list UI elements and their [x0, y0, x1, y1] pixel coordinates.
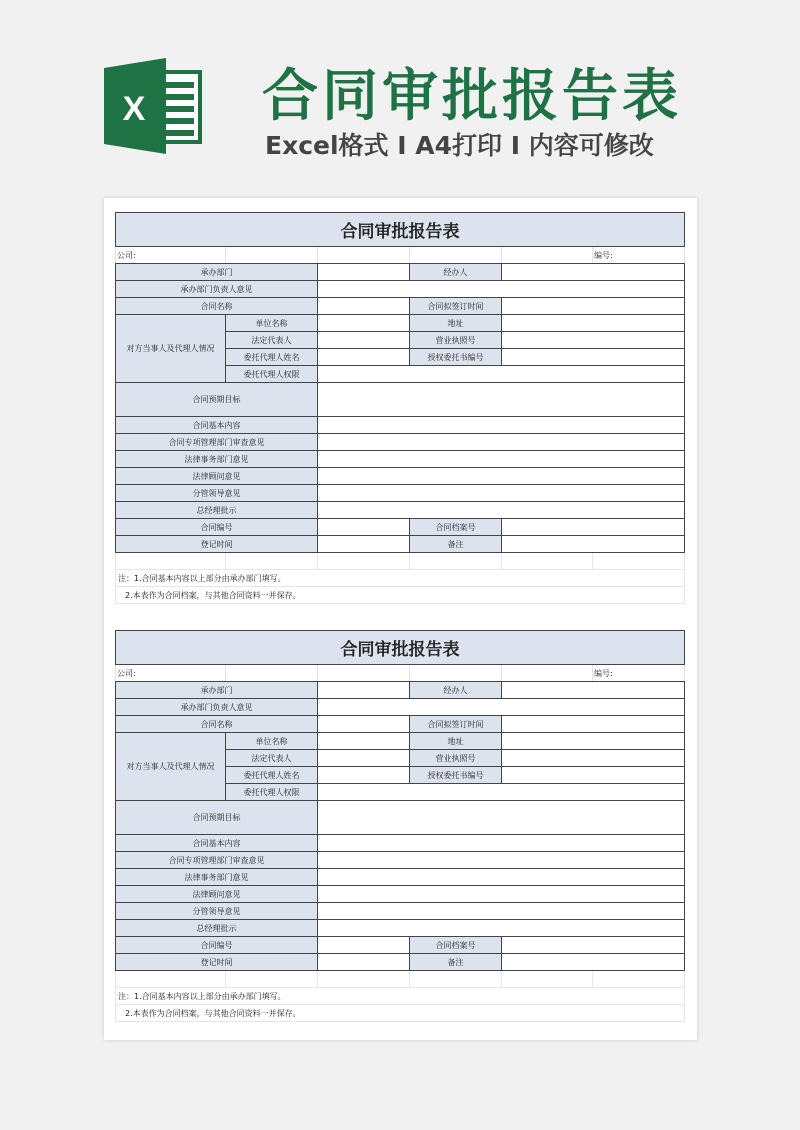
- label-legal-rep: 法定代表人: [226, 332, 318, 349]
- label-remarks: 备注: [410, 536, 502, 553]
- label-agent-authority: 委托代理人权限: [226, 784, 318, 801]
- input-dept-head-opinion[interactable]: [318, 281, 685, 298]
- label-legal-dept-opinion: 法律事务部门意见: [116, 869, 318, 886]
- input-expected-goal[interactable]: [318, 383, 685, 417]
- input-contract-name[interactable]: [318, 716, 410, 733]
- label-unit-name: 单位名称: [226, 733, 318, 750]
- label-contract-no: 合同编号: [116, 519, 318, 536]
- number-label: 编号:: [593, 665, 685, 682]
- label-contract-name: 合同名称: [116, 716, 318, 733]
- input-legal-rep[interactable]: [318, 750, 410, 767]
- input-handler[interactable]: [502, 682, 685, 699]
- input-gm-instruction[interactable]: [318, 502, 685, 519]
- label-gm-instruction: 总经理批示: [116, 502, 318, 519]
- label-contract-name: 合同名称: [116, 298, 318, 315]
- input-register-time[interactable]: [318, 954, 410, 971]
- label-counterparty: 对方当事人及代理人情况: [116, 315, 226, 383]
- input-leader-opinion[interactable]: [318, 903, 685, 920]
- input-basic-content[interactable]: [318, 835, 685, 852]
- label-handler: 经办人: [410, 264, 502, 281]
- label-basic-content: 合同基本内容: [116, 417, 318, 434]
- label-agent-name: 委托代理人姓名: [226, 349, 318, 366]
- input-undertaking-dept[interactable]: [318, 682, 410, 699]
- input-legal-dept-opinion[interactable]: [318, 451, 685, 468]
- input-special-dept-opinion[interactable]: [318, 852, 685, 869]
- input-agent-authority[interactable]: [318, 784, 685, 801]
- label-undertaking-dept: 承办部门: [116, 682, 318, 699]
- label-gm-instruction: 总经理批示: [116, 920, 318, 937]
- label-basic-content: 合同基本内容: [116, 835, 318, 852]
- label-authorization-no: 授权委托书编号: [410, 349, 502, 366]
- label-register-time: 登记时间: [116, 954, 318, 971]
- input-agent-authority[interactable]: [318, 366, 685, 383]
- label-register-time: 登记时间: [116, 536, 318, 553]
- label-leader-opinion: 分管领导意见: [116, 485, 318, 502]
- label-archive-no: 合同档案号: [410, 519, 502, 536]
- company-label: 公司:: [116, 247, 226, 264]
- input-authorization-no[interactable]: [502, 349, 685, 366]
- input-planned-sign-time[interactable]: [502, 716, 685, 733]
- input-legal-dept-opinion[interactable]: [318, 869, 685, 886]
- note-2: 2.本表作为合同档案，与其他合同资料一并保存。: [116, 1005, 685, 1022]
- label-license-no: 营业执照号: [410, 750, 502, 767]
- label-archive-no: 合同档案号: [410, 937, 502, 954]
- input-contract-no[interactable]: [318, 937, 410, 954]
- input-contract-no[interactable]: [318, 519, 410, 536]
- input-unit-name[interactable]: [318, 733, 410, 750]
- input-remarks[interactable]: [502, 536, 685, 553]
- label-legal-dept-opinion: 法律事务部门意见: [116, 451, 318, 468]
- input-legal-advisor-opinion[interactable]: [318, 886, 685, 903]
- svg-text:X: X: [122, 90, 146, 128]
- input-authorization-no[interactable]: [502, 767, 685, 784]
- label-expected-goal: 合同预期目标: [116, 801, 318, 835]
- label-legal-advisor-opinion: 法律顾问意见: [116, 468, 318, 485]
- input-dept-head-opinion[interactable]: [318, 699, 685, 716]
- input-agent-name[interactable]: [318, 349, 410, 366]
- input-archive-no[interactable]: [502, 937, 685, 954]
- label-special-dept-opinion: 合同专项管理部门审查意见: [116, 852, 318, 869]
- page-subtitle: Excel格式 Ⅰ A4打印 Ⅰ 内容可修改: [265, 131, 654, 160]
- note-1: 注：1.合同基本内容以上部分由承办部门填写。: [116, 570, 685, 587]
- input-address[interactable]: [502, 733, 685, 750]
- excel-logo-icon: [104, 58, 204, 154]
- form-title: 合同审批报告表: [116, 213, 685, 247]
- input-remarks[interactable]: [502, 954, 685, 971]
- approval-form: [115, 212, 685, 604]
- label-handler: 经办人: [410, 682, 502, 699]
- input-license-no[interactable]: [502, 332, 685, 349]
- input-agent-name[interactable]: [318, 767, 410, 784]
- input-legal-advisor-opinion[interactable]: [318, 468, 685, 485]
- input-contract-name[interactable]: [318, 298, 410, 315]
- label-special-dept-opinion: 合同专项管理部门审查意见: [116, 434, 318, 451]
- input-license-no[interactable]: [502, 750, 685, 767]
- note-1: 注：1.合同基本内容以上部分由承办部门填写。: [116, 988, 685, 1005]
- number-label: 编号:: [593, 247, 685, 264]
- company-label: 公司:: [116, 665, 226, 682]
- label-dept-head-opinion: 承办部门负责人意见: [116, 699, 318, 716]
- input-planned-sign-time[interactable]: [502, 298, 685, 315]
- approval-form: [115, 630, 685, 1022]
- label-dept-head-opinion: 承办部门负责人意见: [116, 281, 318, 298]
- label-agent-authority: 委托代理人权限: [226, 366, 318, 383]
- label-counterparty: 对方当事人及代理人情况: [116, 733, 226, 801]
- label-authorization-no: 授权委托书编号: [410, 767, 502, 784]
- input-register-time[interactable]: [318, 536, 410, 553]
- label-remarks: 备注: [410, 954, 502, 971]
- input-leader-opinion[interactable]: [318, 485, 685, 502]
- input-gm-instruction[interactable]: [318, 920, 685, 937]
- label-planned-sign-time: 合同拟签订时间: [410, 716, 502, 733]
- label-address: 地址: [410, 315, 502, 332]
- label-contract-no: 合同编号: [116, 937, 318, 954]
- note-2: 2.本表作为合同档案，与其他合同资料一并保存。: [116, 587, 685, 604]
- label-license-no: 营业执照号: [410, 332, 502, 349]
- input-basic-content[interactable]: [318, 417, 685, 434]
- label-legal-advisor-opinion: 法律顾问意见: [116, 886, 318, 903]
- input-undertaking-dept[interactable]: [318, 264, 410, 281]
- label-address: 地址: [410, 733, 502, 750]
- label-undertaking-dept: 承办部门: [116, 264, 318, 281]
- input-legal-rep[interactable]: [318, 332, 410, 349]
- label-agent-name: 委托代理人姓名: [226, 767, 318, 784]
- input-unit-name[interactable]: [318, 315, 410, 332]
- input-archive-no[interactable]: [502, 519, 685, 536]
- label-unit-name: 单位名称: [226, 315, 318, 332]
- label-leader-opinion: 分管领导意见: [116, 903, 318, 920]
- input-address[interactable]: [502, 315, 685, 332]
- label-legal-rep: 法定代表人: [226, 750, 318, 767]
- input-handler[interactable]: [502, 264, 685, 281]
- paper-sheet: [104, 198, 697, 1040]
- label-expected-goal: 合同预期目标: [116, 383, 318, 417]
- input-expected-goal[interactable]: [318, 801, 685, 835]
- page-title: 合同审批报告表: [262, 64, 682, 129]
- input-special-dept-opinion[interactable]: [318, 434, 685, 451]
- form-title: 合同审批报告表: [116, 631, 685, 665]
- label-planned-sign-time: 合同拟签订时间: [410, 298, 502, 315]
